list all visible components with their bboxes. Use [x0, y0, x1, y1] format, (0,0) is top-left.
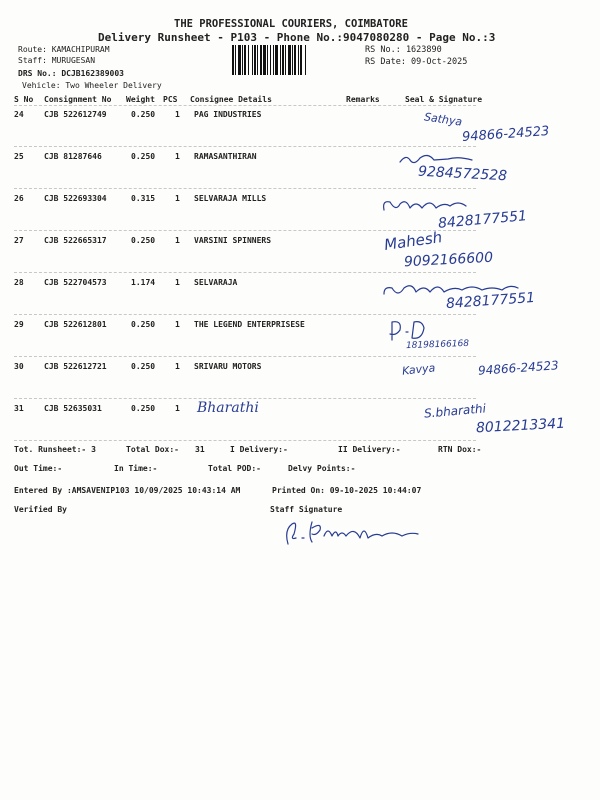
row-consignee: SRIVARU MOTORS [194, 362, 262, 371]
row-divider [14, 356, 476, 357]
sig-row24-name: Sathya [423, 110, 463, 129]
barcode [232, 45, 360, 75]
row-divider [14, 146, 476, 147]
row-pcs: 1 [175, 362, 180, 371]
barcode-bar [232, 45, 234, 75]
row-weight: 0.250 [131, 404, 156, 413]
company-name: THE PROFESSIONAL COURIERS, COIMBATORE [174, 18, 408, 30]
handwritten-consignee: Bharathi [197, 400, 259, 416]
i-delivery: I Delivery:- [230, 445, 288, 454]
tot-runsheet: Tot. Runsheet:- 3 [14, 445, 96, 454]
row-consignee: THE LEGEND ENTERPRISESE [194, 320, 305, 329]
row-consignee: PAG INDUSTRIES [194, 110, 262, 119]
staff-signature-scribble [282, 516, 422, 550]
row-divider [14, 272, 476, 273]
row-divider [14, 314, 476, 315]
row-pcs: 1 [175, 194, 180, 203]
row-pcs: 1 [175, 278, 180, 287]
col-remarks: Remarks [346, 95, 380, 104]
row-sno: 24 [14, 110, 24, 119]
row-consignment-no: CJB 52635031 [44, 404, 102, 413]
entered-by: Entered By :AMSAVENIP103 10/09/2025 10:43:14 AM [14, 486, 241, 495]
row-weight: 0.250 [131, 152, 156, 161]
barcode-bar [242, 45, 243, 75]
row-sno: 31 [14, 404, 24, 413]
barcode-bar [260, 45, 262, 75]
row-sno: 27 [14, 236, 24, 245]
barcode-bar [305, 45, 306, 75]
col-pcs: PCS [163, 95, 178, 104]
col-consignment: Consignment No [44, 95, 112, 104]
barcode-bar [248, 45, 249, 75]
sig-row27-phone: 9092166600 [403, 249, 494, 271]
row-pcs: 1 [175, 236, 180, 245]
barcode-bar [254, 45, 256, 75]
row-consignee: SELVARAJA MILLS [194, 194, 267, 203]
row-sno: 25 [14, 152, 24, 161]
row-consignment-no: CJB 522665317 [44, 236, 107, 245]
row-weight: 0.315 [131, 194, 156, 203]
sig-row28-phone: 8428177551 [445, 289, 536, 313]
barcode-bar [285, 45, 286, 75]
row-divider [14, 398, 476, 399]
total-dox-value: 31 [195, 445, 205, 454]
row-weight: 0.250 [131, 236, 156, 245]
rs-date: RS Date: 09-Oct-2025 [365, 57, 468, 67]
row-sno: 28 [14, 278, 24, 287]
verified-by: Verified By [14, 505, 67, 514]
sig-row27-name: Mahesh [383, 228, 444, 254]
row-divider [14, 440, 476, 441]
row-pcs: 1 [175, 320, 180, 329]
barcode-bar [257, 45, 258, 75]
row-weight: 1.174 [131, 278, 156, 287]
in-time: In Time:- [114, 464, 158, 473]
barcode-bar [270, 45, 271, 75]
barcode-bar [238, 45, 241, 75]
barcode-bar [282, 45, 284, 75]
barcode-bar [263, 45, 266, 75]
barcode-bar [298, 45, 299, 75]
col-weight: Weight [126, 95, 155, 104]
barcode-bar [244, 45, 246, 75]
barcode-bar [300, 45, 302, 75]
barcode-bar [294, 45, 296, 75]
row-consignee: SELVARAJA [194, 278, 238, 287]
sig-row30-phone: 94866-24523 [477, 358, 560, 378]
barcode-bar [273, 45, 274, 75]
col-consignee: Consignee Details [190, 95, 272, 104]
sig-row31-phone: 8012213341 [475, 415, 566, 437]
sig-row30-name: Kavya [401, 361, 436, 378]
col-seal: Seal & Signature [405, 95, 483, 104]
header-rule [14, 105, 476, 106]
barcode-bar [288, 45, 291, 75]
delvy-points: Delvy Points:- [288, 464, 356, 473]
row-consignment-no: CJB 522612801 [44, 320, 107, 329]
total-dox-label: Total Dox:- [126, 445, 179, 454]
rtn-dox: RTN Dox:- [438, 445, 482, 454]
row-sno: 29 [14, 320, 24, 329]
row-consignment-no: CJB 522612749 [44, 110, 107, 119]
row-weight: 0.250 [131, 110, 156, 119]
staff: Staff: MURUGESAN [18, 56, 96, 65]
row-consignee: RAMASANTHIRAN [194, 152, 257, 161]
out-time: Out Time:- [14, 464, 63, 473]
ii-delivery: II Delivery:- [338, 445, 401, 454]
row-consignee: VARSINI SPINNERS [194, 236, 272, 245]
row-pcs: 1 [175, 110, 180, 119]
barcode-bar [280, 45, 281, 75]
staff-signature-label: Staff Signature [270, 505, 343, 514]
row-weight: 0.250 [131, 320, 156, 329]
sig-row31-name: S.bharathi [423, 401, 487, 421]
barcode-bar [292, 45, 293, 75]
row-consignment-no: CJB 522704573 [44, 278, 107, 287]
sig-row24-phone: 94866-24523 [461, 123, 550, 146]
row-sno: 26 [14, 194, 24, 203]
row-divider [14, 188, 476, 189]
rs-number: RS No.: 1623890 [365, 45, 442, 55]
runsheet-title: Delivery Runsheet - P103 - Phone No.:9047080280 - Page No.:3 [98, 31, 496, 44]
printed-on: Printed On: 09-10-2025 10:44:07 [272, 486, 422, 495]
row-consignment-no: CJB 81287646 [44, 152, 102, 161]
sig-row26-phone: 8428177551 [437, 208, 528, 232]
barcode-bar [275, 45, 278, 75]
row-pcs: 1 [175, 152, 180, 161]
total-pod: Total POD:- [208, 464, 261, 473]
col-sno: S No [14, 95, 34, 104]
row-sno: 30 [14, 362, 24, 371]
sig-row25-phone: 9284572528 [417, 163, 508, 185]
row-weight: 0.250 [131, 362, 156, 371]
row-consignment-no: CJB 522612721 [44, 362, 107, 371]
row-consignment-no: CJB 522693304 [44, 194, 107, 203]
sig-row29-phone: 18198166168 [405, 338, 470, 352]
route: Route: KAMACHIPURAM [18, 45, 110, 54]
row-divider [14, 230, 476, 231]
vehicle: Vehicle: Two Wheeler Delivery [22, 81, 162, 90]
barcode-bar [267, 45, 268, 75]
row-pcs: 1 [175, 404, 180, 413]
barcode-bar [235, 45, 236, 75]
barcode-bar [252, 45, 253, 75]
drs-number: DRS No.: DCJB162389003 [18, 69, 124, 78]
